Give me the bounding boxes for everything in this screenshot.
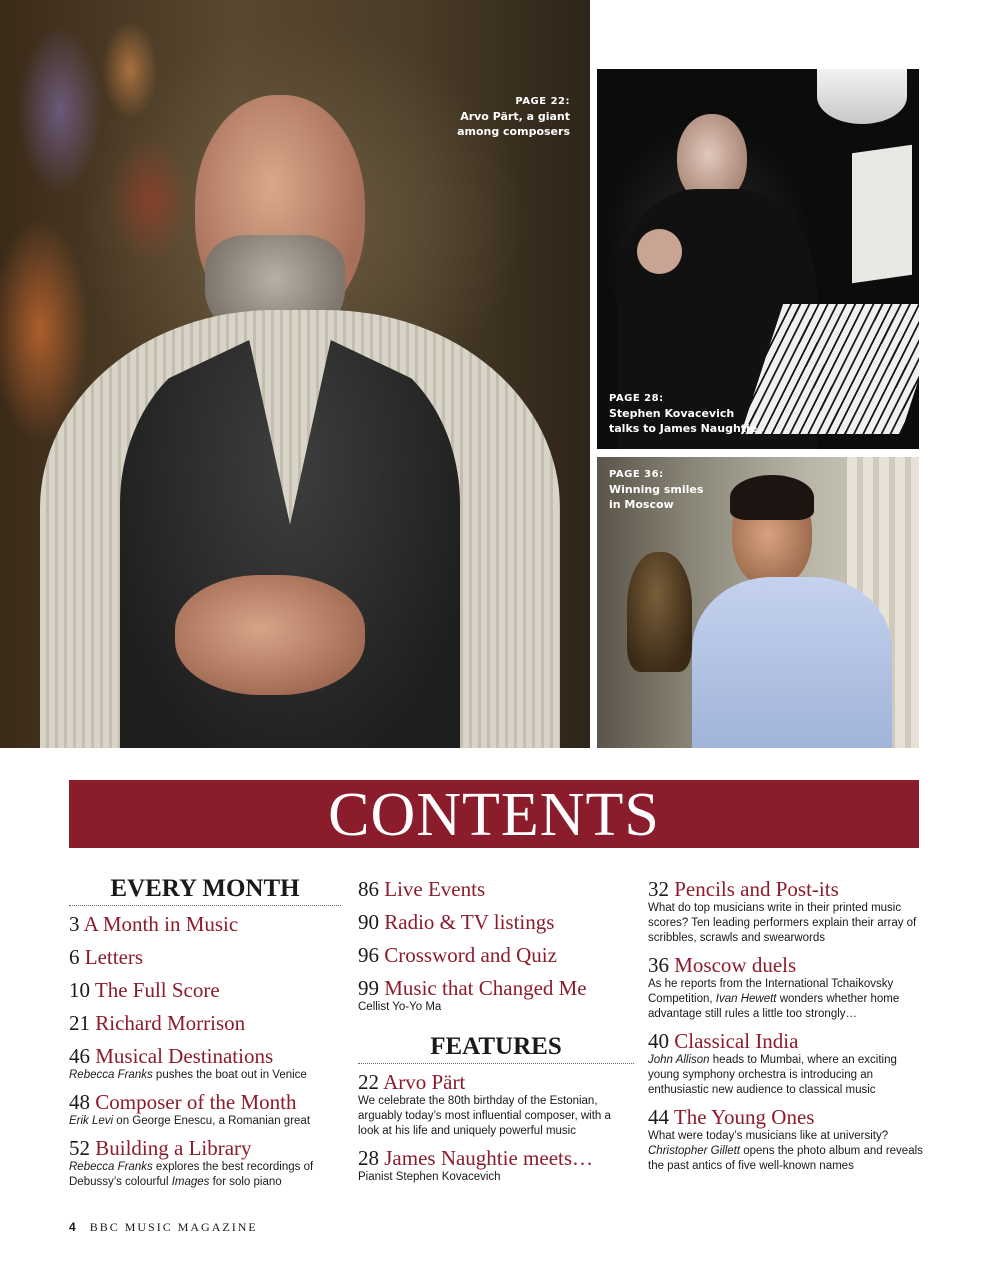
page-number: 48 [69,1090,90,1114]
entry-heading [69,943,341,971]
contents-entry[interactable] [69,943,341,971]
page-number: 32 [648,877,669,901]
page-number: 21 [69,1011,90,1035]
photo-arvo-part [0,0,590,748]
contents-entry[interactable] [648,1027,923,1098]
entry-description [69,1068,341,1083]
entry-description: Pianist Stephen Kovacevich [358,1171,501,1183]
description-text: pushes the boat out in Venice [152,1069,307,1081]
entry-heading [358,974,634,1002]
contents-banner: CONTENTS [69,780,919,848]
caption-line: Stephen Kovacevich [609,407,735,420]
entry-heading [358,908,634,936]
page-number-footer: 4 [69,1220,76,1234]
author-name: Christopher Gillett [648,1145,741,1157]
caption-label: PAGE 22: [515,96,570,107]
entry-heading [358,1144,634,1172]
entry-heading [69,1042,341,1070]
description-text: As he reports from the International Tchaikovsky Competition, [648,978,894,1005]
entry-title: The Full Score [94,978,220,1002]
entry-heading [648,875,923,903]
description-text: on George Enescu, a Romanian great [113,1115,311,1127]
author-name: Rebecca Franks [69,1069,153,1081]
entry-title: Classical India [674,1029,799,1053]
entry-heading [69,1134,341,1162]
entry-title: Letters [84,945,144,969]
entry-title: Crossword and Quiz [384,943,557,967]
magazine-name: BBC MUSIC MAGAZINE [89,1220,258,1234]
author-name: John Allison [648,1054,710,1066]
description-text: heads to Mumbai, where an exciting young symphony orchestra is introducing an enthusiastic new audience to classical music [648,1054,897,1096]
caption-line: Winning smiles [609,483,704,496]
work-title: Images [171,1176,210,1188]
page-number: 90 [358,910,379,934]
photo-hand-shape [637,229,682,274]
entry-heading [358,875,634,903]
contents-entry[interactable] [358,974,634,1015]
entry-title: Music that Changed Me [384,976,587,1000]
entry-description: Cellist Yo-Yo Ma [358,1001,442,1013]
entry-description: What do top musicians write in their printed music scores? Ten leading performers explain their array of scribbles, scrawls and swearwords [648,902,917,944]
page-number: 52 [69,1136,90,1160]
entry-heading [648,951,923,979]
photo-hair-shape [730,475,814,520]
entry-description [648,977,923,1022]
entry-heading [358,941,634,969]
contents-entry[interactable] [648,1103,923,1174]
page-number: 28 [358,1146,379,1170]
contents-entry[interactable] [648,951,923,1022]
caption-label: PAGE 28: [609,393,664,404]
page-number: 96 [358,943,379,967]
contents-entry[interactable] [648,875,923,946]
entry-heading [358,1068,634,1096]
page-number: 6 [69,945,80,969]
every-month-column [69,875,341,1195]
page-number: 40 [648,1029,669,1053]
caption-line: talks to James Naughtie [609,422,758,435]
entry-heading [69,910,341,938]
entry-title: Building a Library [95,1136,252,1160]
description-text: explores the best recordings of Debussy’s colourful [69,1161,314,1188]
page-footer [69,1220,258,1235]
entry-description [69,1160,341,1190]
contents-entry[interactable] [358,1144,634,1185]
entry-heading [648,1027,923,1055]
entry-title: The Young Ones [673,1105,815,1129]
middle-column [358,875,634,1190]
page-number: 86 [358,877,379,901]
page-number: 10 [69,978,90,1002]
contents-entry[interactable] [69,1009,341,1037]
photo-stephen-kovacevich [597,69,919,449]
right-column [648,875,923,1179]
caption-page-28 [609,391,757,436]
contents-entry[interactable] [69,976,341,1004]
contents-entry[interactable] [358,875,634,903]
entry-description [69,1114,341,1129]
entry-title: Pencils and Post-its [674,877,839,901]
entry-description: We celebrate the 80th birthday of the Estonian, arguably today’s most influential composer, with a look at his life and uniquely powerful music [358,1095,611,1137]
caption-line: among composers [457,125,570,138]
contents-entry[interactable] [358,908,634,936]
entry-title: Live Events [384,877,486,901]
contents-entry[interactable] [69,910,341,938]
entry-heading [69,1088,341,1116]
photo-winning-smiles [597,457,919,748]
photo-lamp-shape [817,69,907,124]
entry-title: Arvo Pärt [383,1070,466,1094]
entry-title: James Naughtie meets… [384,1146,594,1170]
photo-score-shape [852,145,912,283]
contents-entry[interactable] [69,1088,341,1129]
page-number: 22 [358,1070,379,1094]
photo-shirt-shape [692,577,892,748]
description-text: for solo piano [209,1176,282,1188]
entry-title: Musical Destinations [95,1044,274,1068]
photo-bust-statue-shape [627,552,692,672]
page-number: 3 [69,912,80,936]
photo-hands-shape [175,575,365,695]
contents-entry[interactable] [69,1134,341,1190]
contents-entry[interactable] [358,1068,634,1139]
section-heading-features: FEATURES [358,1033,634,1064]
entry-heading [69,976,341,1004]
description-text: wonders whether home advantage still rules a little too strongly… [648,993,900,1020]
caption-label: PAGE 36: [609,469,664,480]
entry-title: Radio & TV listings [384,910,555,934]
entry-title: Moscow duels [674,953,797,977]
caption-page-36 [609,467,703,512]
author-name: Erik Levi [69,1115,114,1127]
entry-title: A Month in Music [83,912,239,936]
entry-heading [69,1009,341,1037]
caption-page-22 [455,94,570,139]
page-number: 99 [358,976,379,1000]
description-text: What were today’s musicians like at university? [648,1130,889,1142]
page-number: 36 [648,953,669,977]
entry-description [648,1053,923,1098]
author-name: Rebecca Franks [69,1161,153,1173]
entry-description [648,1129,923,1174]
contents-entry[interactable] [358,941,634,969]
author-name: Ivan Hewett [715,993,777,1005]
section-heading-every-month: EVERY MONTH [69,875,341,906]
entry-heading [648,1103,923,1131]
page-number: 44 [648,1105,669,1129]
entry-title: Composer of the Month [95,1090,297,1114]
page-number: 46 [69,1044,90,1068]
entry-title: Richard Morrison [95,1011,246,1035]
caption-line: in Moscow [609,498,674,511]
caption-line: Arvo Pärt, a giant [460,110,570,123]
contents-entry[interactable] [69,1042,341,1083]
description-text: opens the photo album and reveals the past antics of five well-known names [648,1145,923,1172]
